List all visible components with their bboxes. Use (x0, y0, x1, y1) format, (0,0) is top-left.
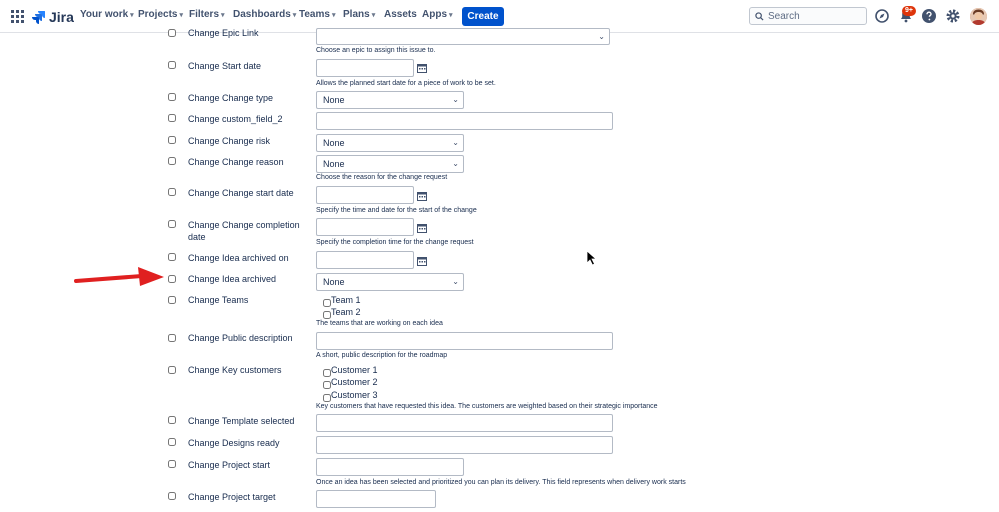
chevron-down-icon: ⌄ (452, 95, 459, 104)
nav-your-work[interactable] (80, 9, 134, 20)
help-key-customers: Key customers that have requested this idea. The customers are weighted based on their strategic importance (316, 403, 658, 410)
row-checkbox-epic-link[interactable] (168, 29, 176, 37)
chevron-down-icon: ▾ (292, 12, 297, 19)
help-epic-link: Choose an epic to assign this issue to. (316, 47, 436, 54)
nav-label: Projects (138, 9, 178, 20)
calendar-icon[interactable] (417, 223, 427, 233)
calendar-icon[interactable] (417, 191, 427, 201)
nav-label: Teams (299, 9, 330, 20)
row-label-idea-archived: Change Idea archived (188, 274, 277, 284)
row-checkbox-change-completion-date[interactable] (168, 220, 176, 228)
nav-assets[interactable] (384, 9, 417, 20)
help-change-start-date: Specify the time and date for the start of the change (316, 207, 477, 214)
row-label-key-customers: Change Key customers (188, 365, 282, 375)
row-label-designs-ready: Change Designs ready (188, 438, 280, 448)
notification-badge: 9+ (902, 6, 916, 16)
search-box[interactable] (749, 7, 867, 25)
row-checkbox-start-date[interactable] (168, 61, 176, 69)
project-start-input[interactable] (316, 458, 464, 476)
help-teams: The teams that are working on each idea (316, 320, 443, 327)
nav-projects[interactable] (138, 9, 183, 20)
row-label-change-start-date: Change Change start date (188, 188, 294, 198)
change-start-date-input[interactable] (316, 186, 414, 204)
option-label: Customer 3 (331, 390, 378, 400)
row-checkbox-template-selected[interactable] (168, 416, 176, 424)
chevron-down-icon: ⌄ (452, 159, 459, 168)
chevron-down-icon: ▾ (179, 12, 183, 19)
nav-teams[interactable] (299, 9, 335, 20)
template-selected-input[interactable] (316, 414, 613, 432)
calendar-icon[interactable] (417, 63, 427, 73)
help-icon[interactable] (921, 8, 937, 24)
nav-label: Filters (189, 9, 220, 20)
row-checkbox-designs-ready[interactable] (168, 438, 176, 446)
user-avatar-icon (970, 8, 987, 25)
select-value: None (323, 95, 345, 105)
annotation-arrow-icon (72, 264, 166, 288)
idea-archived-on-input[interactable] (316, 251, 414, 269)
nav-plans[interactable] (343, 9, 375, 20)
search-input[interactable] (768, 9, 862, 23)
app-name: Jira (49, 9, 74, 25)
row-label-public-description: Change Public description (188, 333, 293, 343)
help-project-start: Once an idea has been selected and prioritized you can plan its delivery. This field represents when delivery work starts (316, 479, 686, 486)
nav-label: Plans (343, 9, 370, 20)
option-checkbox-customer-2[interactable] (323, 381, 331, 389)
chevron-down-icon: ▾ (221, 12, 225, 19)
project-target-input[interactable] (316, 490, 436, 508)
start-date-input[interactable] (316, 59, 414, 77)
row-label-change-reason: Change Change reason (188, 157, 284, 167)
row-checkbox-change-start-date[interactable] (168, 188, 176, 196)
chevron-down-icon: ⌄ (452, 277, 459, 286)
help-change-reason: Choose the reason for the change request (316, 174, 448, 181)
help-public-description: A short, public description for the roadmap (316, 352, 448, 359)
chevron-down-icon: ▾ (449, 12, 453, 19)
row-checkbox-change-reason[interactable] (168, 157, 176, 165)
row-label-start-date: Change Start date (188, 61, 262, 71)
gear-icon[interactable] (945, 8, 961, 24)
calendar-icon[interactable] (417, 256, 427, 266)
chevron-down-icon: ▾ (331, 12, 336, 19)
row-checkbox-idea-archived-on[interactable] (168, 253, 176, 261)
change-risk-select[interactable] (316, 134, 464, 152)
row-checkbox-change-risk[interactable] (168, 136, 176, 144)
chevron-down-icon: ▾ (371, 12, 376, 19)
nav-dashboards[interactable] (233, 9, 296, 20)
nav-label: Dashboards (233, 9, 291, 20)
row-checkbox-custom-field-2[interactable] (168, 114, 176, 122)
change-completion-date-input[interactable] (316, 218, 414, 236)
chevron-down-icon: ⌄ (598, 32, 605, 41)
row-checkbox-public-description[interactable] (168, 334, 176, 342)
jira-logo-icon (31, 10, 45, 24)
row-checkbox-key-customers[interactable] (168, 366, 176, 374)
row-label-change-risk: Change Change risk (188, 136, 271, 146)
row-label-idea-archived-on: Change Idea archived on (188, 253, 289, 263)
nav-label: Your work (80, 9, 129, 20)
nav-apps[interactable] (422, 9, 453, 20)
avatar[interactable] (970, 8, 987, 25)
option-checkbox-customer-1[interactable] (323, 369, 331, 377)
row-label-custom-field-2: Change custom_field_2 (188, 114, 283, 124)
mouse-cursor-icon (586, 250, 598, 266)
change-reason-select[interactable] (316, 155, 464, 173)
row-label-project-target: Change Project target (188, 492, 276, 502)
option-checkbox-customer-3[interactable] (323, 394, 331, 402)
select-value: None (323, 277, 345, 287)
row-label-teams: Change Teams (188, 295, 249, 305)
option-label: Customer 2 (331, 377, 378, 387)
help-start-date: Allows the planned start date for a piece of work to be set. (316, 80, 496, 87)
epic-link-select[interactable] (316, 28, 610, 45)
row-label-change-type: Change Change type (188, 93, 274, 103)
public-description-input[interactable] (316, 332, 613, 350)
option-label: Team 1 (331, 295, 361, 305)
option-checkbox-team-2[interactable] (323, 311, 331, 319)
row-label-change-completion-date: Change Change completion date (188, 220, 300, 242)
help-change-completion-date: Specify the completion time for the change request (316, 239, 474, 246)
idea-archived-select[interactable] (316, 273, 464, 291)
row-checkbox-change-type[interactable] (168, 93, 176, 101)
row-checkbox-idea-archived[interactable] (168, 275, 176, 283)
create-button[interactable]: Create (462, 7, 504, 26)
row-label-template-selected: Change Template selected (188, 416, 295, 426)
select-value: None (323, 138, 345, 148)
option-checkbox-team-1[interactable] (323, 299, 331, 307)
nav-label: Apps (422, 9, 447, 20)
row-label-project-start: Change Project start (188, 460, 271, 470)
custom-field-2-input[interactable] (316, 112, 613, 130)
row-label-epic-link: Change Epic Link (188, 28, 259, 38)
chevron-down-icon: ▾ (130, 12, 134, 19)
row-checkbox-project-start[interactable] (168, 460, 176, 468)
row-checkbox-teams[interactable] (168, 296, 176, 304)
nav-label: Assets (384, 9, 417, 20)
jira-logo[interactable] (31, 8, 74, 26)
designs-ready-input[interactable] (316, 436, 613, 454)
app-switcher-icon[interactable] (11, 10, 24, 23)
compass-icon[interactable] (874, 8, 890, 24)
change-type-select[interactable] (316, 91, 464, 109)
row-checkbox-project-target[interactable] (168, 492, 176, 500)
option-label: Team 2 (331, 307, 361, 317)
chevron-down-icon: ⌄ (452, 138, 459, 147)
nav-filters[interactable] (189, 9, 225, 20)
search-icon (755, 12, 764, 21)
select-value: None (323, 159, 345, 169)
option-label: Customer 1 (331, 365, 378, 375)
